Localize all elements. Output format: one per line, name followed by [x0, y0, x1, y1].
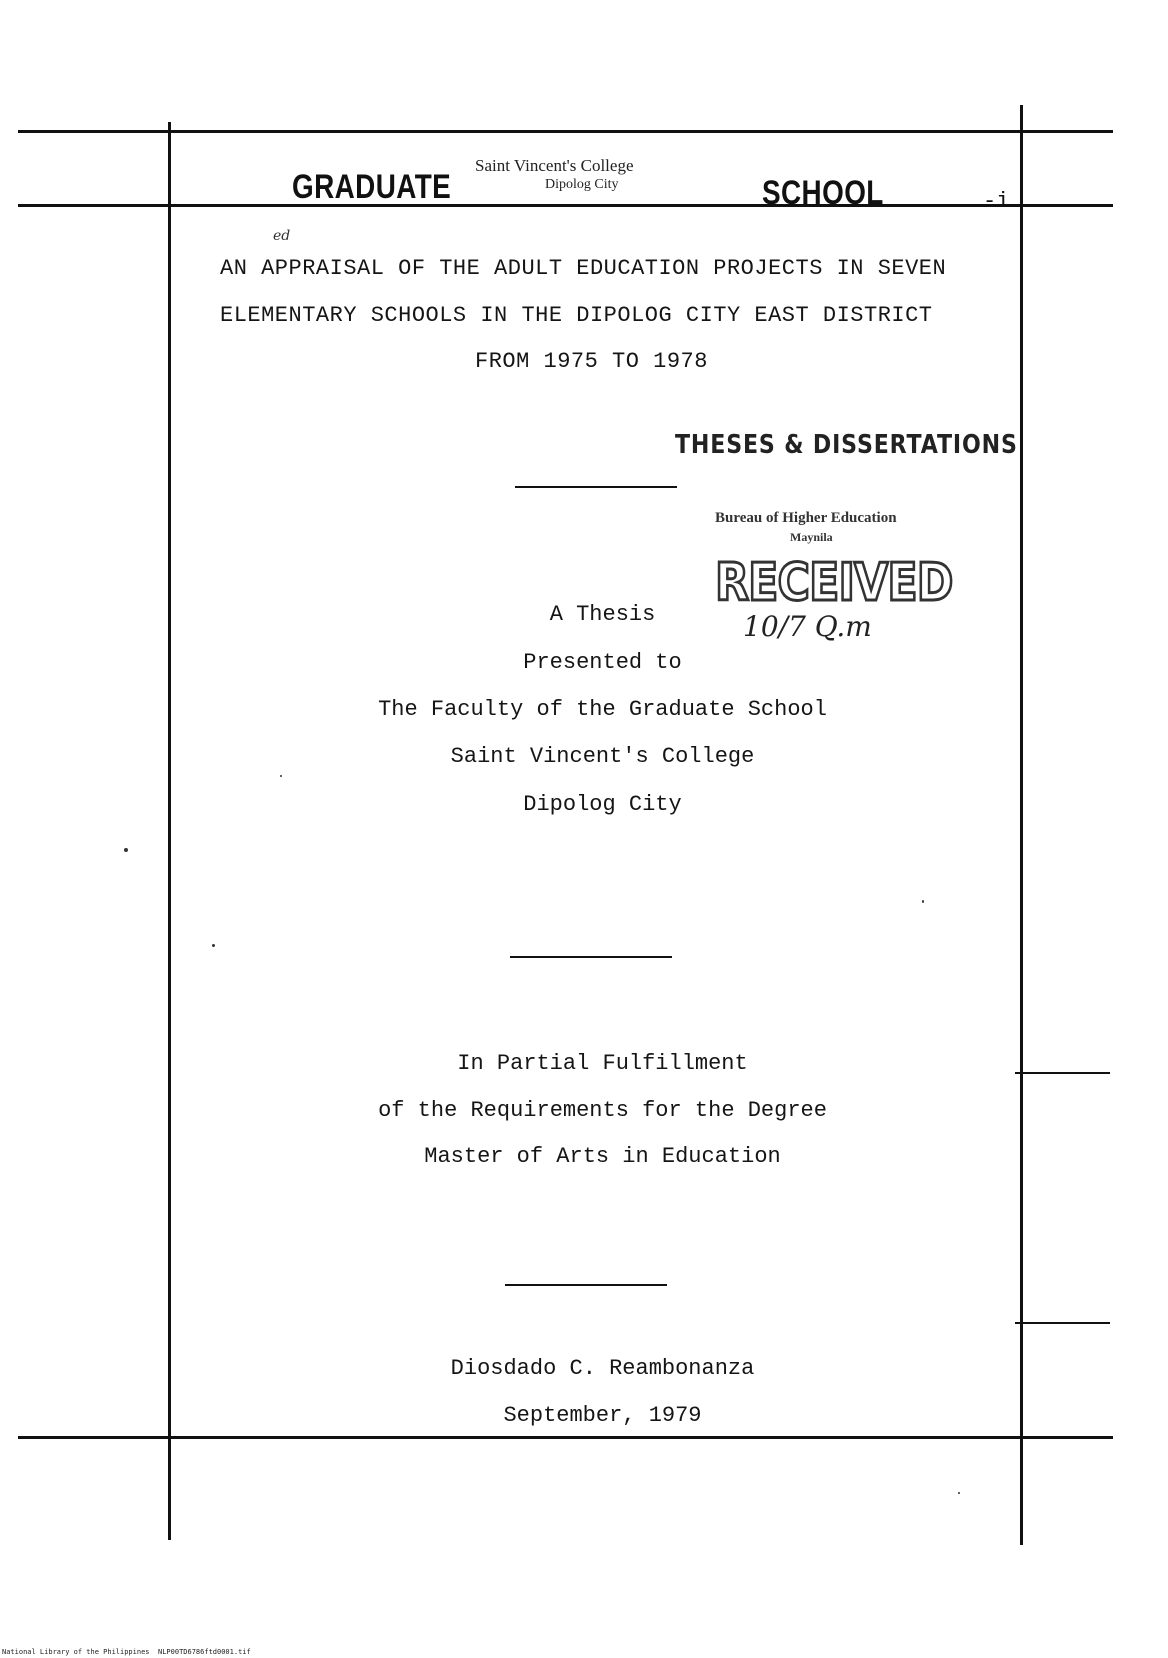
title-line-2: ELEMENTARY SCHOOLS IN THE DIPOLOG CITY EAST DISTRICT	[220, 303, 933, 328]
author-name: Diosdado C. Reambonanza	[450, 1356, 755, 1381]
handwritten-annotation: ed	[273, 228, 291, 244]
footer-rule	[18, 1436, 1113, 1439]
title-line-3: FROM 1975 TO 1978	[475, 349, 708, 374]
submission-line-3: The Faculty of the Graduate School	[378, 697, 827, 722]
received-stamp-note: 10/7 Q.m	[743, 610, 872, 643]
received-stamp	[695, 505, 985, 650]
author-date: September, 1979	[503, 1403, 702, 1428]
collection-stamp-heading: THESES & DISSERTATIONS	[675, 430, 1018, 460]
left-margin-rule	[168, 122, 171, 1540]
scan-speck	[922, 900, 924, 903]
page-number: -i	[983, 189, 1010, 214]
header-school: SCHOOL	[762, 174, 884, 212]
footer-library: National Library of the Philippines	[2, 1648, 150, 1656]
submission-line-4: Saint Vincent's College	[450, 744, 755, 769]
footer-file-id: NLP00TD6786ftd0001.tif	[158, 1648, 251, 1656]
fulfillment-line-2: of the Requirements for the Degree	[378, 1098, 827, 1123]
submission-line-1: A Thesis	[549, 602, 656, 627]
received-stamp-city: Maynila	[790, 530, 833, 544]
separator-rule	[505, 1284, 667, 1286]
separator-rule	[510, 956, 672, 958]
separator-rule	[515, 486, 677, 488]
scan-speck	[212, 944, 215, 947]
scan-speck	[280, 775, 282, 777]
college-name: Saint Vincent's College	[475, 156, 634, 175]
received-stamp-office: Bureau of Higher Education	[715, 510, 897, 526]
fulfillment-line-3: Master of Arts in Education	[424, 1144, 781, 1169]
header-top-rule	[18, 130, 1113, 133]
submission-line-5: Dipolog City	[523, 792, 682, 817]
right-tick-mark	[1015, 1322, 1110, 1324]
scan-speck	[958, 1492, 960, 1494]
college-city: Dipolog City	[545, 177, 619, 192]
header-bottom-rule	[18, 204, 1113, 207]
fulfillment-line-1: In Partial Fulfillment	[457, 1051, 748, 1076]
header-graduate: GRADUATE	[292, 168, 452, 206]
scan-speck	[124, 848, 128, 852]
right-margin-rule	[1020, 105, 1023, 1545]
received-stamp-label: RECEIVED	[715, 553, 953, 613]
title-line-1: AN APPRAISAL OF THE ADULT EDUCATION PROJECTS IN SEVEN	[220, 256, 947, 281]
submission-line-2: Presented to	[523, 650, 682, 675]
